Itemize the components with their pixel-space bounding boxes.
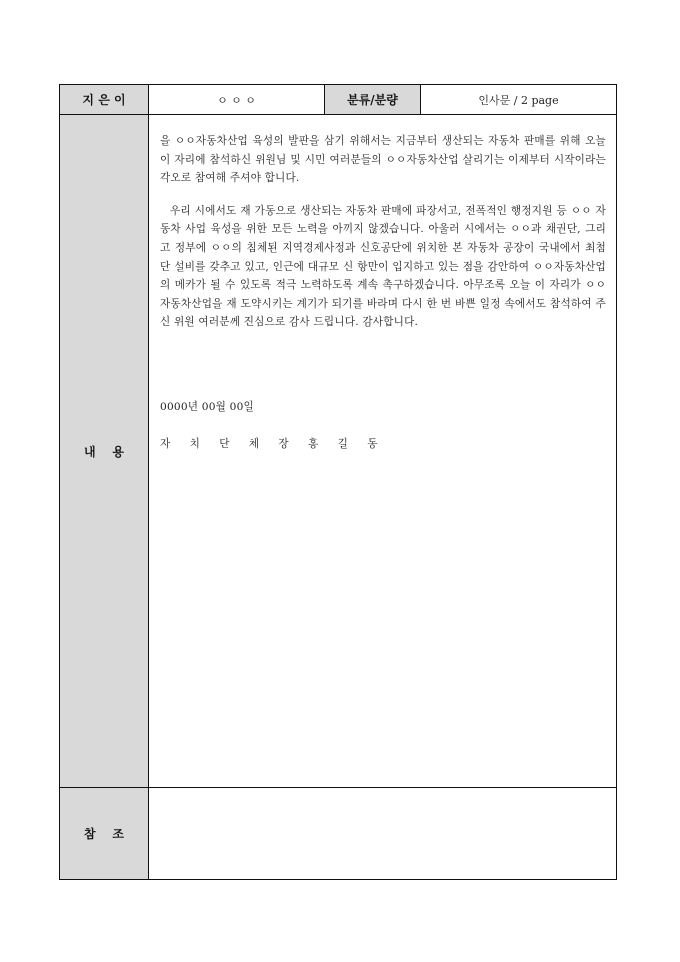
category-value: 인사문 / 2 page	[421, 85, 617, 115]
reference-value	[149, 788, 617, 880]
reference-label: 참 조	[60, 788, 149, 880]
content-label: 내 용	[60, 115, 149, 788]
speech-date: 0000년 00월 00일	[160, 400, 254, 413]
speech-form-table	[59, 84, 617, 880]
speech-signature: 자 치 단 체 장 홍 길 동	[160, 437, 386, 450]
paragraph-2: 우리 시에서도 재 가동으로 생산되는 자동차 판매에 파장서고, 전폭적인 행정지원 등 ㅇㅇ 자동차 사업 육성을 위한 모든 노력을 아끼지 않겠습니다. 아울러 시에서는 ㅇㅇ과 채권단, 그리고 정부에 ㅇㅇ의 침체된 지역경제사정과 신호공단에 위치한 본 자동차 공장이 국내에서 최첨단 설비를 갖추고 있고, 인근에 대규모 신 항만이 입지하고 있는 점을 감안하여 ㅇㅇ자동차산업의 메카가 될 수 있도록 적극 노력하도록 계속 촉구하겠습니다. 아무조록 오늘 이 자리가 ㅇㅇ자동차산업을 재 도약시키는 계기가 되기를 바라며 다시 한 번 바쁜 일정 속에서도 참석하여 주신 위원 여러분께 진심으로 감사 드립니다. 감사합니다.	[160, 204, 606, 329]
content-body	[149, 115, 617, 788]
author-value: ㅇ ㅇ ㅇ	[149, 85, 325, 115]
reference-row	[60, 788, 617, 880]
paragraph-1: 을 ㅇㅇ자동차산업 육성의 발판을 삼기 위해서는 지금부터 생산되는 자동차 판매를 위해 오늘 이 자리에 참석하신 위원님 및 시민 여러분들의 ㅇㅇ자동차산업 살리기는 이제부터 시작이라는 각오로 참여해 주셔야 합니다.	[160, 135, 606, 185]
content-row	[60, 115, 617, 788]
author-label: 지 은 이	[60, 85, 149, 115]
category-label: 분류/분량	[325, 85, 421, 115]
header-row	[60, 85, 617, 115]
